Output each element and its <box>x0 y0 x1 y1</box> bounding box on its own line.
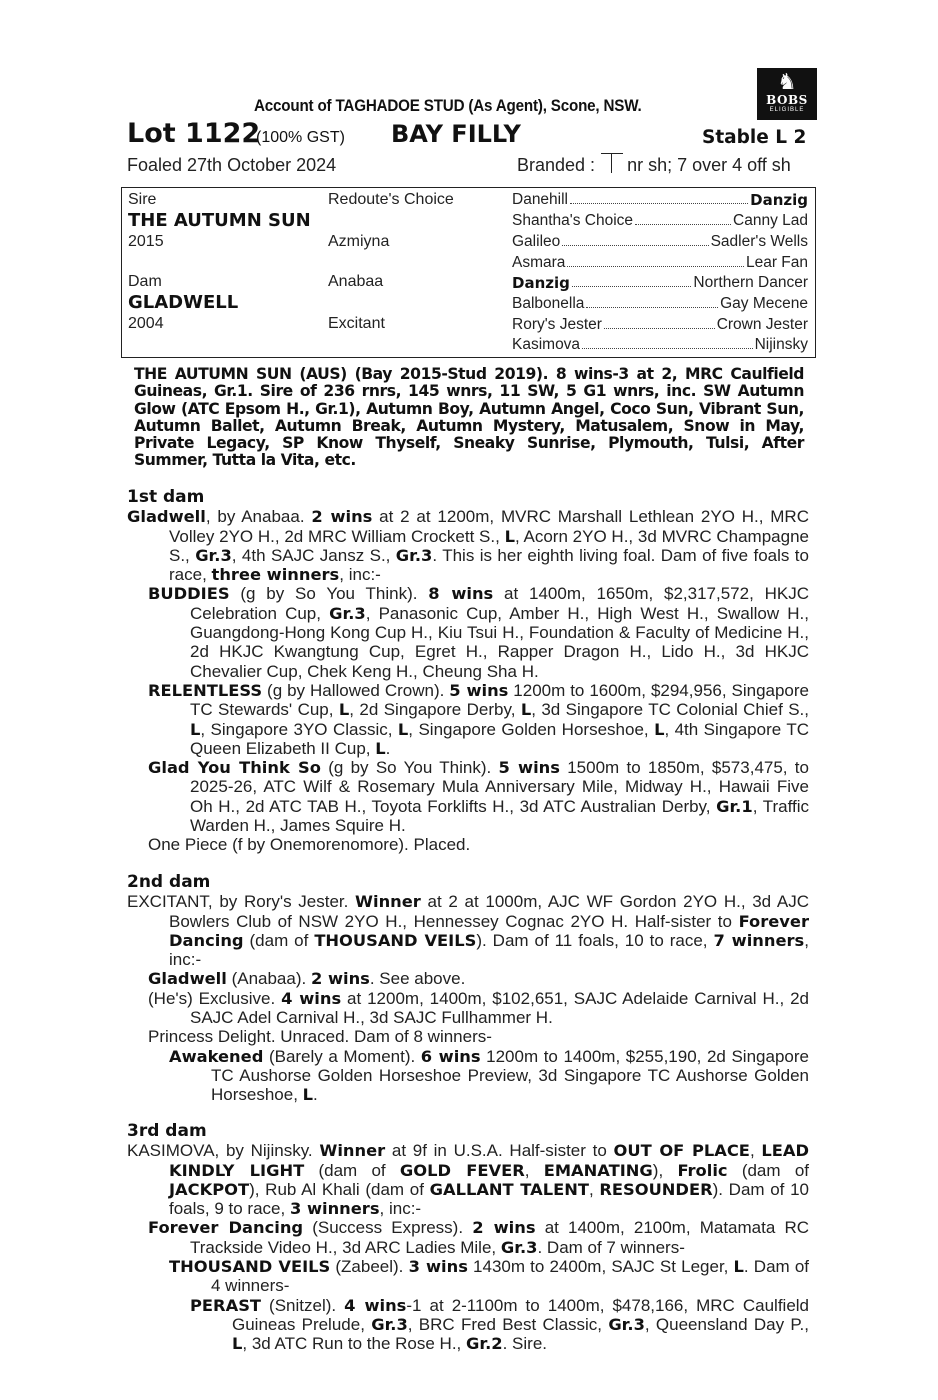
text: 1200m to 1600m, $294,956, Singapore TC Stewards' Cup, <box>190 680 810 720</box>
text: , inc:- <box>339 565 381 585</box>
text: , inc:- <box>169 930 809 970</box>
brand-description: Branded : nr sh; 7 over 4 off sh <box>517 155 791 175</box>
bold-text: 5 wins <box>498 758 560 778</box>
text: . <box>313 1085 318 1105</box>
stable-location: Stable L 2 <box>702 127 807 148</box>
text: , 2d Singapore Derby, <box>349 700 521 720</box>
text: 1500m to 1850m, $573,475, to 2025-26, ATC Wilf & Rosemary Mula Anniversary Mile, Midway H., Hawaii Five Oh H., 2d ATC TAB H., Toyota Forklifts H., 3d ATC Australian Derby, <box>190 758 809 816</box>
text: , 3d ATC Run to the Rose H., <box>242 1334 466 1354</box>
family-entry <box>127 507 809 584</box>
dam-sire: Anabaa <box>328 273 384 290</box>
ancestor-row <box>512 233 808 251</box>
ancestor-row <box>512 336 808 354</box>
consignor-line: Account of TAGHADOE STUD (As Agent), Scone, NSW. <box>254 97 642 115</box>
section-heading: 1st dam <box>127 487 205 507</box>
text: One Piece (f by Onemorenomore). Placed. <box>148 835 471 855</box>
ancestor-name: Galileo <box>512 233 561 250</box>
third-dam-section <box>127 1122 809 1354</box>
bold-text: JACKPOT <box>169 1179 250 1199</box>
bold-text: Awakened <box>169 1046 264 1066</box>
bold-text: THOUSAND VEILS <box>314 930 477 950</box>
text: , Queensland Day P., <box>644 1314 809 1334</box>
dot-leader <box>586 295 718 308</box>
text: (g by So You Think). <box>229 584 429 604</box>
bold-text: L <box>302 1085 314 1105</box>
ancestor-row <box>512 274 808 292</box>
text: Princess Delight. Unraced. Dam of 8 winners- <box>148 1027 492 1047</box>
family-entry <box>148 1027 809 1046</box>
text: (Zabeel). <box>330 1257 409 1277</box>
bold-text: Winner <box>319 1141 386 1161</box>
section-heading: 2nd dam <box>127 872 211 892</box>
dot-leader <box>572 274 692 287</box>
dot-leader <box>570 191 748 204</box>
bold-text: 2 wins <box>311 507 373 527</box>
sire-label: Sire <box>128 191 157 208</box>
text: ). Dam of 11 foals, 10 to race, <box>476 930 714 950</box>
bold-text: L <box>232 1334 243 1354</box>
bold-text: Gr.3 <box>329 603 366 623</box>
bold-text: Forever Dancing <box>169 911 809 950</box>
text: (dam of <box>727 1160 809 1180</box>
family-entry <box>148 989 809 1028</box>
ancestor-sire: Canny Lad <box>733 212 808 229</box>
bold-text: Gr.3 <box>500 1237 538 1257</box>
gst-note: (100% GST) <box>256 129 345 146</box>
text: at 1400m, 2100m, Matamata RC Trackside Video H., 3d ARC Ladies Mile, <box>190 1218 809 1257</box>
text: , Singapore Golden Horseshoe, <box>408 719 655 739</box>
bobs-logo: ♞ BOBS ELIGIBLE <box>757 68 817 120</box>
ancestor-name: Danehill <box>512 191 569 208</box>
sire-sire: Redoute's Choice <box>328 191 454 208</box>
horse-icon: ♞ <box>777 69 797 94</box>
text: , Traffic Warden H., James Squire H. <box>190 796 809 836</box>
ancestor-name: Rory's Jester <box>512 316 602 333</box>
horse-description: BAY FILLY <box>391 120 521 148</box>
text: . Dam of 7 winners- <box>537 1237 685 1257</box>
bold-text: LEAD KINDLY LIGHT <box>169 1141 809 1180</box>
bold-text: Gr.3 <box>371 1314 408 1334</box>
text: , Acorn 2YO H., 3d MVRC Champagne S., <box>169 526 809 565</box>
bold-text: BUDDIES <box>148 584 230 604</box>
text: , inc:- <box>379 1199 422 1219</box>
bold-text: Gladwell <box>127 507 206 527</box>
dot-leader <box>635 212 731 225</box>
text: at 1200m, 1400m, $102,651, SAJC Adelaide Carnival H., 2d SAJC Adel Carnival H., 3d SAJC Fullhammer H. <box>190 988 809 1028</box>
ancestor-name: Kasimova <box>512 336 581 353</box>
bold-text: Glad You Think So <box>148 758 321 778</box>
bold-text: 5 wins <box>449 680 509 700</box>
bold-text: GOLD FEVER <box>399 1160 525 1180</box>
bold-text: Gr.2 <box>466 1334 503 1354</box>
bold-text: L <box>520 700 532 720</box>
text: (dam of <box>243 930 315 950</box>
second-dam-section <box>127 873 809 1105</box>
family-entry <box>127 1141 809 1218</box>
ancestor-name: Balbonella <box>512 295 585 312</box>
bold-text: 4 wins <box>281 988 342 1008</box>
text: , <box>588 1179 600 1199</box>
brand-mark-icon <box>599 155 623 173</box>
text: , 4th Singapore TC Queen Elizabeth II Cup, <box>190 719 809 758</box>
foaled-date: Foaled 27th October 2024 <box>127 155 337 175</box>
text: KASIMOVA, by Nijinsky. <box>127 1141 320 1161</box>
ancestor-name: Shantha's Choice <box>512 212 634 229</box>
text: , Panasonic Cup, Amber H., High West H., Swallow H., Guangdong-Hong Kong Cup H., Kiu Tsui H., Foundation & Faculty of Medicine H., 2d HKJC Kwangtung Cup, Egret H., Rapper Dragon H., Lido H., 3d HKJC Chevalier Cup, Chek Keng H., Cheung Sha H. <box>190 603 809 681</box>
text: . <box>385 738 391 758</box>
bold-text: Gr.3 <box>608 1314 645 1334</box>
ancestor-sire: Gay Mecene <box>720 295 808 312</box>
ancestor-row <box>512 316 808 334</box>
ancestor-row <box>512 212 808 230</box>
bold-text: 2 wins <box>310 969 370 989</box>
lot-number: Lot 1122 <box>127 118 261 149</box>
text: . Sire. <box>502 1334 547 1354</box>
bold-text: 4 wins <box>344 1295 407 1315</box>
bold-text: 3 wins <box>408 1257 468 1277</box>
family-entry <box>148 969 809 988</box>
text: (Success Express). <box>303 1218 473 1238</box>
dot-leader <box>604 316 715 329</box>
pedigree-table <box>121 187 816 358</box>
text: (g by Hallowed Crown). <box>262 680 450 700</box>
bold-text: Gr.3 <box>395 545 433 565</box>
dot-leader <box>582 336 753 349</box>
text: EXCITANT, by Rory's Jester. <box>127 892 356 912</box>
text: 1430m to 2400m, SAJC St Leger, <box>467 1257 734 1277</box>
text: , by Anabaa. <box>205 507 312 527</box>
sire-name: THE AUTUMN SUN <box>128 210 311 231</box>
bold-text: L <box>190 719 201 739</box>
dam-dam: Excitant <box>328 315 385 332</box>
dot-leader <box>562 233 708 246</box>
text: at 2 at 1000m, AJC WF Gordon 2YO H., 3d AJC Bowlers Club of NSW 2YO H., Hennessey Cognac 2YO H. Half-sister to <box>169 892 810 931</box>
ancestor-name: Asmara <box>512 254 566 271</box>
sire-year: 2015 <box>128 233 164 250</box>
ancestor-sire: Sadler's Wells <box>710 233 808 250</box>
text: (g by So You Think). <box>320 758 499 778</box>
bold-text: RELENTLESS <box>148 680 263 700</box>
text: , BRC Fred Best Classic, <box>407 1314 609 1334</box>
bold-text: 2 wins <box>472 1218 536 1238</box>
text: , 4th SAJC Jansz S., <box>231 545 396 565</box>
bold-text: PERAST <box>190 1295 262 1315</box>
bold-text: 7 winners <box>713 930 805 950</box>
dot-leader <box>567 254 744 267</box>
bold-text: 8 wins <box>428 584 494 604</box>
ancestor-name: Danzig <box>512 274 570 292</box>
text: (Anabaa). <box>226 969 311 989</box>
bold-text: GALLANT TALENT <box>429 1179 589 1199</box>
first-dam-section <box>127 488 809 855</box>
bold-text: Winner <box>355 892 421 912</box>
dam-label: Dam <box>128 273 162 290</box>
text: at 1400m, 1650m, $2,317,572, HKJC Celebration Cup, <box>190 584 809 623</box>
family-entry <box>148 584 809 680</box>
text: -1 at 2-1100m to 1400m, $478,166, MRC Caulfield Guineas Prelude, <box>232 1295 809 1334</box>
text: at 2 at 1200m, MVRC Marshall Lethlean 2YO H., MRC Volley 2YO H., 2d MRC William Crockett S., <box>169 507 809 546</box>
bold-text: Frolic <box>677 1160 728 1180</box>
text: ), Rub Al Khali (dam of <box>249 1179 430 1199</box>
text: at 9f in U.S.A. Half-sister to <box>385 1141 614 1161</box>
ancestor-sire: Lear Fan <box>745 254 808 271</box>
section-heading: 3rd dam <box>127 1121 207 1141</box>
text: . This is her eighth living foal. Dam of five foals to race, <box>169 545 809 585</box>
ancestor-sire: Danzig <box>750 191 808 209</box>
family-entry <box>148 835 809 854</box>
text: . See above. <box>369 969 466 989</box>
family-entry <box>148 681 809 758</box>
text: ), <box>652 1160 678 1180</box>
text: (Barely a Moment). <box>263 1046 421 1066</box>
dam-year: 2004 <box>128 315 164 332</box>
text: 1200m to 1400m, $255,190, 2d Singapore TC Aushorse Golden Horseshoe Preview, 3d Singapore TC Aushorse Golden Horseshoe, <box>211 1046 809 1105</box>
ancestor-row <box>512 254 808 272</box>
ancestor-sire: Northern Dancer <box>693 274 808 291</box>
family-entry <box>127 892 809 969</box>
sire-dam: Azmiyna <box>328 233 390 250</box>
bold-text: L <box>375 738 386 758</box>
ancestor-sire: Nijinsky <box>754 336 808 353</box>
bold-text: Gr.1 <box>716 796 753 816</box>
bold-text: Gladwell <box>148 969 227 989</box>
bold-text: Gr.3 <box>195 545 232 565</box>
bold-text: L <box>338 700 350 720</box>
family-entry <box>169 1257 809 1296</box>
text: (dam of <box>304 1160 400 1180</box>
bold-text: 6 wins <box>420 1046 481 1066</box>
bold-text: EMANATING <box>543 1160 653 1180</box>
ancestor-sire: Crown Jester <box>716 316 808 333</box>
family-entry <box>148 1218 809 1257</box>
bold-text: L <box>504 526 515 546</box>
family-entry <box>169 1047 809 1105</box>
text: , <box>524 1160 544 1180</box>
text: . Dam of 4 winners- <box>211 1257 810 1296</box>
text: , Singapore 3YO Classic, <box>200 719 398 739</box>
bold-text: THOUSAND VEILS <box>169 1257 331 1277</box>
sire-summary: THE AUTUMN SUN (AUS) (Bay 2015-Stud 2019). 8 wins-3 at 2, MRC Caulfield Guineas, Gr.1. Sire of 236 rnrs, 145 wnrs, 11 SW, 5 G1 wnrs, inc. SW Autumn Glow (ATC Epsom H., Gr.1), Autumn Boy, Autumn Angel, Coco Sun, Vibrant Sun, Autumn Ballet, Autumn Break, Autumn Mystery, Matusalem, Snow in May, Private Legacy, SP Know Thyself, Sneaky Sunrise, Plymouth, Tulsi, After Summer, Tutta la Vita, etc. <box>134 365 804 470</box>
family-entry <box>190 1296 809 1354</box>
bold-text: L <box>397 719 409 739</box>
bold-text: L <box>733 1257 744 1277</box>
ancestor-row <box>512 295 808 313</box>
text: , <box>749 1141 762 1161</box>
family-entry <box>148 758 809 835</box>
bold-text: 3 winners <box>289 1199 380 1219</box>
text: (Snitzel). <box>261 1295 345 1315</box>
bold-text: three winners <box>211 565 340 585</box>
text: , 3d Singapore TC Colonial Chief S., <box>531 700 809 720</box>
bold-text: Forever Dancing <box>148 1218 304 1238</box>
bold-text: OUT OF PLACE <box>613 1141 750 1161</box>
text: (He's) Exclusive. <box>148 988 282 1008</box>
ancestor-row <box>512 191 808 209</box>
bold-text: L <box>654 719 665 739</box>
text: ). Dam of 10 foals, 9 to race, <box>169 1179 809 1219</box>
dam-name: GLADWELL <box>128 292 239 313</box>
bold-text: RESOUNDER <box>599 1179 713 1199</box>
